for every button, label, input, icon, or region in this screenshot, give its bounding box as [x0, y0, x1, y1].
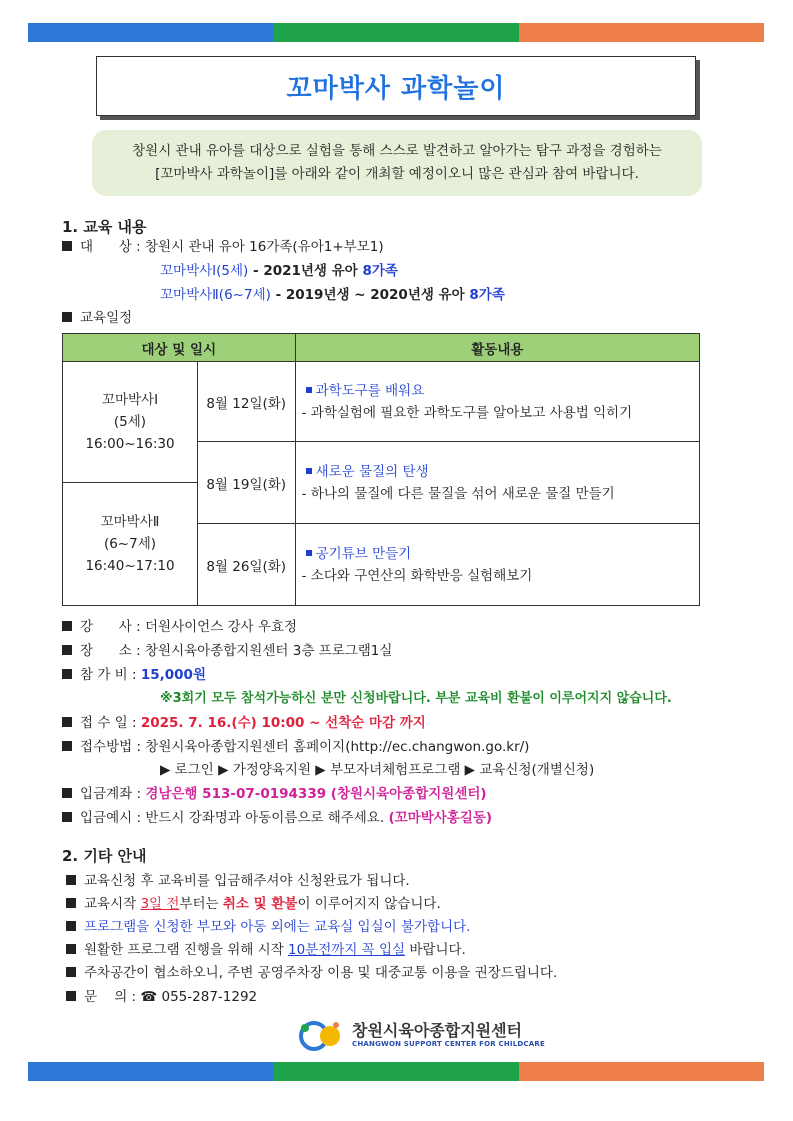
title-box	[96, 56, 696, 116]
notice-item-4	[66, 940, 466, 960]
notice-4-post: 바랍니다.	[405, 942, 466, 958]
notice-3-text: 프로그램을 신청한 부모와 아동 외에는 교육실 입실이 불가합니다.	[84, 919, 471, 935]
bullet-square-icon	[66, 875, 76, 885]
bullet-icon	[306, 468, 312, 474]
bar-green-segment	[273, 1062, 518, 1081]
fee-note: ※3회기 모두 참석가능하신 분만 신청바랍니다. 부분 교육비 환불이 이루어지지 않습니다.	[160, 691, 672, 706]
group-2-name: 꼬마박사Ⅱ	[100, 514, 160, 530]
activity-title: 공기튜브 만들기	[315, 545, 412, 562]
group-2-age: (6~7세)	[103, 536, 157, 552]
apply-period-value: 2025. 7. 16.(수) 10:00 ~ 선착순 마감 까지	[140, 715, 426, 731]
notice-2-mid: 부터는	[179, 896, 223, 912]
place-value: 창원시육아종합지원센터 3층 프로그램1실	[144, 643, 393, 659]
logo-korean-name: 창원시육아종합지원센터	[352, 1021, 523, 1040]
account-value: 경남은행 513-07-0194339 (창원시육아종합지원센터)	[145, 786, 487, 802]
deposit-value: 반드시 강좌명과 아동이름으로 해주세요.	[145, 810, 389, 826]
bar-orange-segment	[519, 23, 764, 42]
account-label: 입금계좌	[80, 786, 133, 802]
bar-green-segment	[273, 23, 518, 42]
notice-item-1	[66, 871, 410, 891]
notice-2-post: 이 이루어지지 않습니다.	[297, 896, 441, 912]
table-header-row	[63, 334, 700, 362]
activity-desc: - 소다와 구연산의 화학반응 실험해보기	[301, 567, 533, 584]
bullet-square-icon	[62, 645, 72, 655]
group-1-label	[62, 361, 198, 482]
bar-blue-segment	[28, 23, 273, 42]
target-group-1-row	[160, 261, 398, 281]
bottom-color-bar	[28, 1062, 764, 1081]
bar-blue-segment	[28, 1062, 273, 1081]
notice-1-text: 교육신청 후 교육비를 입금해주셔야 신청완료가 됩니다.	[84, 873, 410, 889]
target-row: 대 상 : 창원시 관내 유아 16가족(유아1+부모1)	[62, 237, 384, 257]
notice-4-blue: 10분전까지 꼭 입실	[288, 942, 406, 958]
notice-2-pre: 교육시작	[84, 896, 141, 912]
notice-2-red: 3일 전	[140, 896, 180, 912]
header-activity: 활동내용	[295, 334, 699, 362]
place-row: 장 소 : 창원시육아종합지원센터 3층 프로그램1실	[62, 641, 392, 661]
bullet-square-icon	[66, 991, 76, 1001]
top-color-bar	[28, 23, 764, 42]
account-row: 입금계좌 : 경남은행 513-07-0194339 (창원시육아종합지원센터)	[62, 784, 487, 804]
bullet-square-icon	[62, 812, 72, 822]
deposit-row: 입금예시 : 반드시 강좌명과 아동이름으로 해주세요. (꼬마박사홍길동)	[62, 808, 492, 828]
group-2-label	[62, 483, 198, 605]
section-1-title: 1. 교육 내용	[62, 218, 147, 236]
schedule-label-row	[62, 308, 132, 328]
contact-value: ☎ 055-287-1292	[140, 989, 258, 1005]
instructor-value: 더원사이언스 강사 우효정	[144, 619, 298, 635]
section-2-title: 2. 기타 안내	[62, 847, 147, 865]
logo-english-name: CHANGWON SUPPORT CENTER FOR CHILDCARE	[352, 1040, 545, 1048]
contact-label: 문 의	[84, 989, 128, 1005]
schedule-label: 교육일정	[80, 310, 133, 326]
deposit-example: (꼬마박사홍길동)	[388, 810, 493, 826]
bullet-square-icon	[62, 621, 72, 631]
bullet-square-icon	[62, 717, 72, 727]
notice-5-text: 주차공간이 협소하오니, 주변 공영주차장 이용 및 대중교통 이용을 권장드립니다.	[84, 965, 558, 981]
header-target-time: 대상 및 일시	[63, 334, 296, 362]
activity-cell	[295, 524, 699, 606]
deposit-label: 입금예시	[80, 810, 133, 826]
bullet-square-icon	[66, 944, 76, 954]
intro-line-1: 창원시 관내 유아를 대상으로 실험을 통해 스스로 발견하고 알아가는 탐구 과정을 경험하는	[132, 143, 662, 159]
center-logo-icon	[296, 1018, 344, 1052]
target-1-count: 8가족	[362, 263, 398, 279]
date-cell: 8월 19일(화)	[197, 442, 295, 524]
date-cell: 8월 26일(화)	[197, 524, 295, 606]
bullet-square-icon	[66, 967, 76, 977]
activity-desc: - 과학실험에 필요한 과학도구를 알아보고 사용법 익히기	[301, 404, 633, 421]
instructor-label: 강 사	[80, 619, 132, 635]
target-group-2-row	[160, 285, 505, 305]
intro-box	[92, 130, 702, 196]
group-1-time: 16:00~16:30	[85, 435, 175, 452]
fee-row: 참 가 비 : 15,000원	[62, 665, 206, 685]
apply-method-value: 창원시육아종합지원센터 홈페이지(http://ec.changwon.go.kr/)	[145, 739, 530, 755]
bar-orange-segment	[519, 1062, 764, 1081]
target-value: 창원시 관내 유아 16가족(유아1+부모1)	[144, 239, 384, 255]
fee-value: 15,000원	[140, 667, 206, 683]
notice-2-bold: 취소 및 환불	[222, 896, 298, 912]
activity-desc: - 하나의 물질에 다른 물질을 섞어 새로운 물질 만들기	[301, 485, 615, 502]
fee-label: 참 가 비	[80, 667, 128, 683]
activity-title: 새로운 물질의 탄생	[315, 463, 429, 480]
place-label: 장 소	[80, 643, 132, 659]
bullet-icon	[306, 550, 312, 556]
target-2-text: - 2019년생 ~ 2020년생 유아	[270, 287, 470, 303]
notice-4-pre: 원활한 프로그램 진행을 위해 시작	[84, 942, 289, 958]
notice-item-5	[66, 963, 557, 983]
activity-cell	[295, 362, 699, 442]
bullet-square-icon	[66, 921, 76, 931]
intro-line-2: [꼬마박사 과학놀이]를 아래와 같이 개최할 예정이오니 많은 관심과 참여 바랍니다.	[155, 166, 639, 182]
target-2-count: 8가족	[469, 287, 505, 303]
target-1-text: - 2021년생 유아	[248, 263, 363, 279]
apply-period-row: 접 수 일 : 2025. 7. 16.(수) 10:00 ~ 선착순 마감 까지	[62, 713, 426, 733]
bullet-square-icon	[62, 741, 72, 751]
date-cell: 8월 12일(화)	[197, 362, 295, 442]
apply-path: ▶ 로그인 ▶ 가정양육지원 ▶ 부모자녀체험프로그램 ▶ 교육신청(개별신청)	[160, 762, 595, 778]
target-label: 대 상	[80, 239, 132, 255]
bullet-icon	[306, 387, 312, 393]
activity-cell	[295, 442, 699, 524]
group-2-time: 16:40~17:10	[85, 558, 175, 574]
center-logo	[296, 1018, 545, 1052]
apply-method-row: 접수방법 : 창원시육아종합지원센터 홈페이지(http://ec.changwon.go.kr/)	[62, 737, 529, 757]
bullet-square-icon	[62, 788, 72, 798]
apply-period-label: 접 수 일	[80, 715, 128, 731]
bullet-square-icon	[66, 898, 76, 908]
bullet-square-icon	[62, 312, 72, 322]
bullet-square-icon	[62, 241, 72, 251]
page-title: 꼬마박사 과학놀이	[286, 73, 506, 104]
target-2-name: 꼬마박사Ⅱ(6~7세)	[160, 287, 271, 303]
activity-title: 과학도구를 배워요	[315, 382, 425, 399]
instructor-row: 강 사 : 더원사이언스 강사 우효정	[62, 617, 297, 637]
group-1-name: 꼬마박사Ⅰ	[101, 391, 159, 408]
group-1-age: (5세)	[113, 413, 147, 430]
bullet-square-icon	[62, 669, 72, 679]
notice-item-2	[66, 894, 441, 914]
target-1-name: 꼬마박사Ⅰ(5세)	[160, 263, 249, 279]
contact-row: 문 의 : ☎ 055-287-1292	[66, 987, 257, 1007]
apply-method-label: 접수방법	[80, 739, 133, 755]
notice-item-3	[66, 917, 470, 937]
